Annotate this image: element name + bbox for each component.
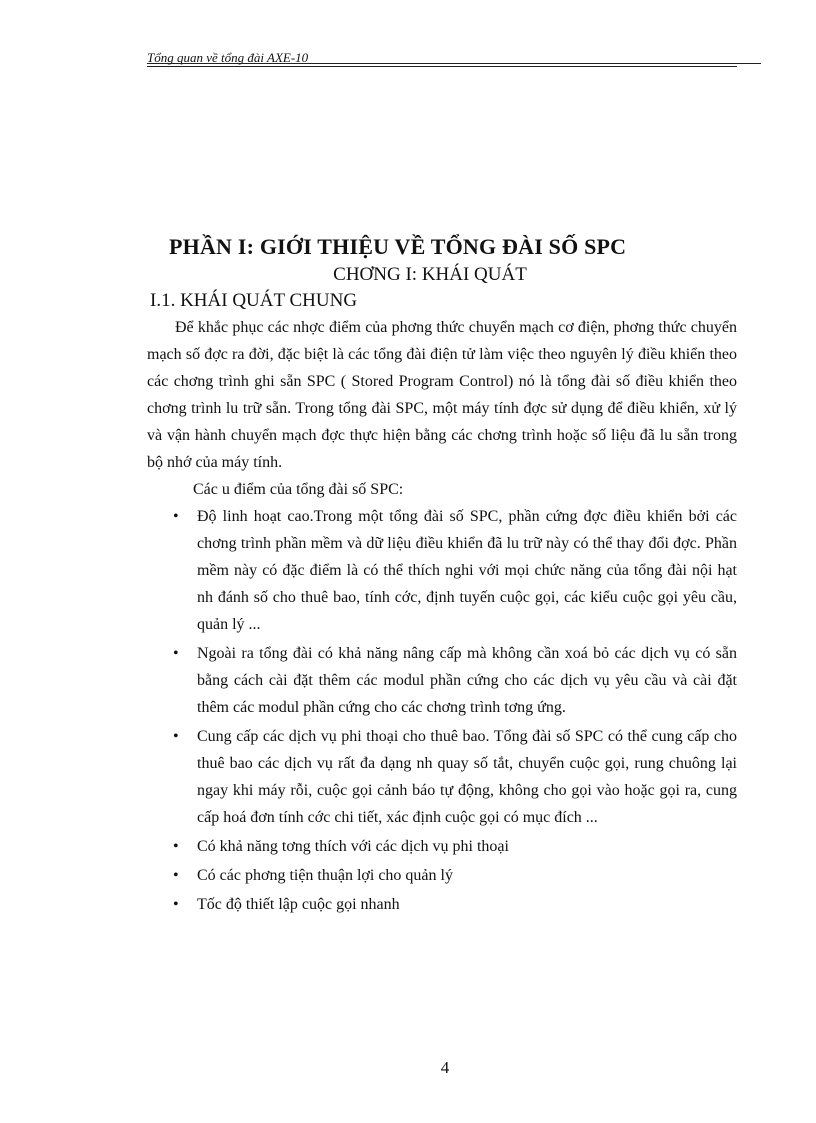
- list-item-text: Tốc độ thiết lập cuộc gọi nhanh: [197, 896, 400, 913]
- bullet-icon: •: [173, 508, 179, 525]
- bullet-icon: •: [173, 896, 179, 913]
- advantages-list: [147, 503, 737, 918]
- list-item-text: Có các phơng tiện thuận lợi cho quản lý: [197, 867, 453, 884]
- bullet-icon: •: [173, 838, 179, 855]
- list-item-text: Cung cấp các dịch vụ phi thoại cho thuê bao. Tổng đài số SPC có thể cung cấp cho thuê bao các dịch vụ rất đa dạng nh quay số tắt, chuyển cuộc gọi, rung chuông lại ngay khi máy rỗi, cuộc gọi cảnh báo tự động, không cho gọi vào hoặc gọi ra, cung cấp hoá đơn tính cớc chi tiết, xác định cuộc gọi có mục đích ...: [197, 728, 737, 826]
- section-title: I.1. KHÁI QUÁT CHUNG: [150, 290, 358, 311]
- list-item: [147, 833, 737, 860]
- intro-paragraph: Để khắc phục các nhợc điểm của phơng thức chuyển mạch cơ điện, phơng thức chuyển mạch số đợc ra đời, đặc biệt là các tổng đài điện tử làm việc theo nguyên lý điều khiển theo các chơng trình ghi sẵn SPC ( Stored Program Control) nó là tổng đài số điều khiển theo chơng trình lu trữ sẵn. Trong tổng đài SPC, một máy tính đợc sử dụng để điều khiển, xử lý và vận hành chuyển mạch đợc thực hiện bằng các chơng trình hoặc số liệu đã lu sẵn trong bộ nhớ của máy tính.: [147, 319, 737, 471]
- part-title: PHẦN I: GIỚI THIỆU VỀ TỔNG ĐÀI SỐ SPC: [169, 234, 627, 259]
- list-item-text: Ngoài ra tổng đài có khả năng nâng cấp mà không cần xoá bỏ các dịch vụ có sẵn bằng cách cài đặt thêm các modul phần cứng cho các dịch vụ yêu cầu và cài đặt thêm các modul phần cứng cho các chơng trình tơng ứng.: [197, 645, 737, 716]
- list-item: [147, 862, 737, 889]
- document-body: [147, 314, 737, 920]
- list-item: [147, 640, 737, 721]
- list-item: [147, 723, 737, 831]
- list-item-text: Có khả năng tơng thích với các dịch vụ phi thoại: [197, 838, 509, 855]
- bullet-icon: •: [173, 867, 179, 884]
- list-item: [147, 891, 737, 918]
- chapter-title: CHƠNG I: KHÁI QUÁT: [333, 264, 527, 285]
- header-rule-bottom: [147, 66, 737, 67]
- page-number: 4: [440, 1058, 450, 1077]
- bullet-icon: •: [173, 645, 179, 662]
- list-item-text: Độ linh hoạt cao.Trong một tổng đài số SPC, phần cứng đợc điều khiển bởi các chơng trình phần mềm và dữ liệu điều khiển đã lu trữ này có thể thay đổi đợc. Phần mềm này có đặc điểm là có thể thích nghi với mọi chức năng của tổng đài nội hạt nh đánh số cho thuê bao, tính cớc, định tuyến cuộc gọi, các kiểu cuộc gọi yêu cầu, quản lý ...: [197, 508, 737, 633]
- list-item: [147, 503, 737, 638]
- header-rule-top: [147, 63, 761, 64]
- running-header: Tổng quan về tổng đài AXE-10: [147, 50, 309, 65]
- bullet-icon: •: [173, 728, 179, 745]
- advantages-intro: Các u điểm của tổng đài số SPC:: [193, 481, 404, 498]
